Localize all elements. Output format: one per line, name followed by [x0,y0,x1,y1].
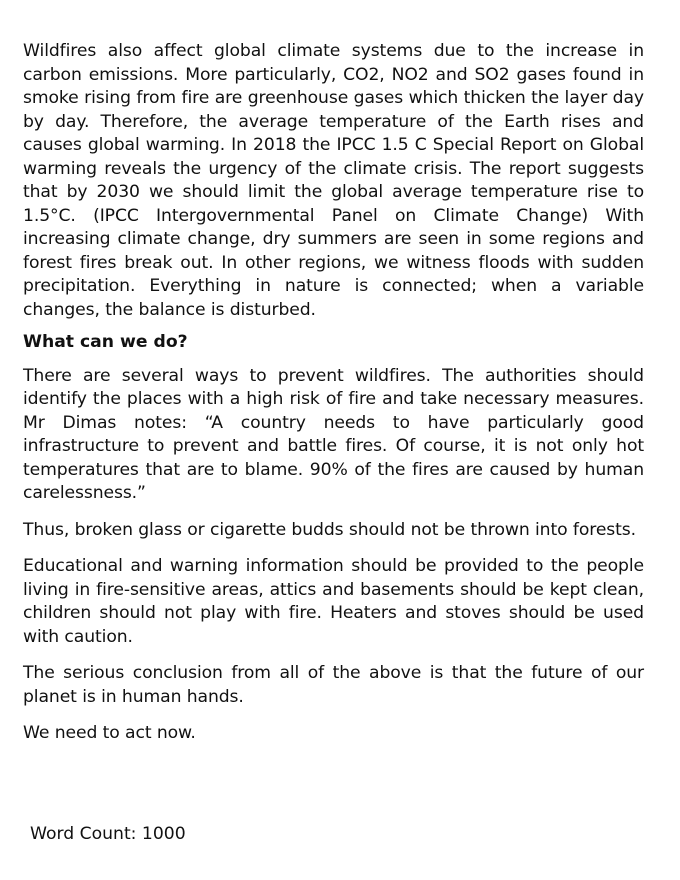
paragraph-prevention: There are several ways to prevent wildfires. The authorities should identify the places with a high risk of fire and take necessary measures. Mr Dimas notes: “A country needs to have particularly good infrastructure to prevent and battle fires. Of course, it is not only hot temperatures that are to blame. 90% of the fires are caused by human carelessness.” [23,365,644,503]
section-heading: What can we do? [23,332,188,352]
paragraph-education: Educational and warning information should be provided to the people living in fire-sensitive areas, attics and basements should be kept clean, children should not play with fire. Heaters and stoves should be used with caution. [23,556,644,647]
paragraph-conclusion: The serious conclusion from all of the above is that the future of our planet is in human hands. [23,663,644,707]
paragraph-glass-cigarettes: Thus, broken glass or cigarette budds should not be thrown into forests. [23,519,637,540]
word-count: Word Count: 1000 [30,824,186,844]
paragraph-climate-impact: Wildfires also affect global climate systems due to the increase in carbon emissions. More particularly, CO2, NO2 and SO2 gases found in smoke rising from fire are greenhouse gases which thicken the layer day by day. Therefore, the average temperature of the Earth rises and causes global warming. In 2018 the IPCC 1.5 C Special Report on Global warming reveals the urgency of the climate crisis. The report suggests that by 2030 we should limit the global average temperature rise to 1.5°C. (IPCC Intergovernmental Panel on Climate Change) With increasing climate change, dry summers are seen in some regions and forest fires break out. In other regions, we witness floods with sudden precipitation. Everything in nature is connected; when a variable changes, the balance is disturbed. [23,41,644,320]
document-page [23,40,644,759]
paragraph-call-to-action: We need to act now. [23,723,196,743]
